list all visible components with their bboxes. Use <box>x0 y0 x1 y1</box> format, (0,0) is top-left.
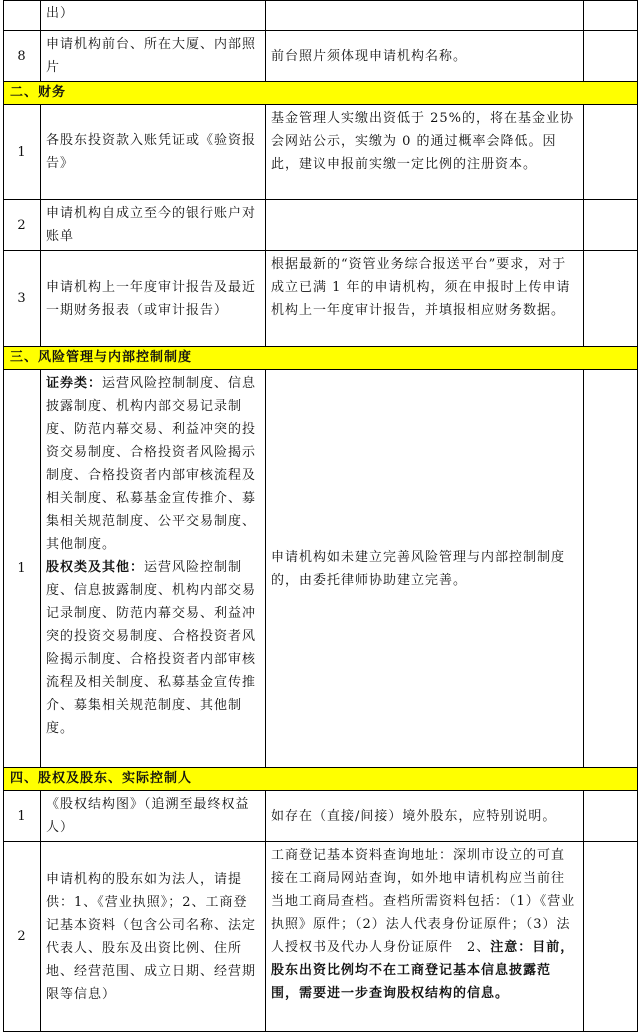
note-cell: 如存在（直接/间接）境外股东，应特别说明。 <box>266 791 584 842</box>
section-title: 三、风险管理与内部控制制度 <box>4 347 638 370</box>
table-row <box>4 842 638 1032</box>
note-warning: 注意：目前，股东出资比例均不在工商登记基本信息披露范围，需要进一步查询股权结构的信息。 <box>271 940 575 1001</box>
materials-table <box>3 0 638 1032</box>
row-number: 2 <box>4 842 41 1032</box>
row-number: 3 <box>4 251 41 347</box>
section-header <box>4 768 638 791</box>
row-number <box>4 1 41 31</box>
remark-cell <box>584 370 638 768</box>
item-cell: 各股东投资款入账凭证或《验资报告》 <box>41 105 266 200</box>
row-number: 8 <box>4 31 41 82</box>
table-row <box>4 31 638 82</box>
remark-cell <box>584 105 638 200</box>
note-cell <box>266 200 584 251</box>
table-row <box>4 200 638 251</box>
remark-cell <box>584 791 638 842</box>
note-text: 工商登记基本资料查询地址：深圳市设立的可直接在工商局网站查询，如外地申请机构应当前往当地工商局查档。查档所需资料包括：（1）《营业执照》原件；（2）法人代表身份证原件；（3）法人授权书及代办人身份证原件 2、 <box>271 848 576 955</box>
note-cell: 基金管理人实缴出资低于 25%的，将在基金业协会网站公示，实缴为 0 的通过概率会降低。因此，建议申报前实缴一定比例的注册资本。 <box>266 105 584 200</box>
section-title: 四、股权及股东、实际控制人 <box>4 768 638 791</box>
remark-cell <box>584 251 638 347</box>
table-row <box>4 251 638 347</box>
item-cell: 申请机构的股东如为法人，请提供：1、《营业执照》；2、工商登记基本资料（包含公司名称、法定代表人、股东及出资比例、住所地、经营范围、成立日期、经营期限等信息） <box>41 842 266 1032</box>
remark-cell <box>584 31 638 82</box>
item-cell: 申请机构自成立至今的银行账户对账单 <box>41 200 266 251</box>
remark-cell <box>584 842 638 1032</box>
note-cell: 申请机构如未建立完善风险管理与内部控制制度的，由委托律师协助建立完善。 <box>266 370 584 768</box>
note-cell <box>266 842 584 1032</box>
section-title: 二、财务 <box>4 82 638 105</box>
note-cell: 根据最新的“资管业务综合报送平台”要求，对于成立已满 1 年的申请机构，须在申报时上传申请机构上一年度审计报告，并填报相应财务数据。 <box>266 251 584 347</box>
securities-label: 证券类： <box>46 376 103 391</box>
remark-cell <box>584 200 638 251</box>
row-number: 2 <box>4 200 41 251</box>
table-row <box>4 105 638 200</box>
remark-cell <box>584 1 638 31</box>
row-number: 1 <box>4 105 41 200</box>
section-header <box>4 347 638 370</box>
note-cell <box>266 1 584 31</box>
equity-label: 股权类及其他： <box>46 560 145 575</box>
section-header <box>4 82 638 105</box>
table-row <box>4 1 638 31</box>
item-cell: 《股权结构图》（追溯至最终权益人） <box>41 791 266 842</box>
row-number: 1 <box>4 791 41 842</box>
equity-text: 运营风险控制制度、信息披露制度、机构内部交易记录制度、防范内幕交易、利益冲突的投资交易制度、合格投资者风险揭示制度、合格投资者内部审核流程及相关制度、私募基金宣传推介、募集相关规范制度、其他制度。 <box>46 560 257 736</box>
item-cell: 申请机构上一年度审计报告及最近一期财务报表（或审计报告） <box>41 251 266 347</box>
table-row <box>4 791 638 842</box>
item-cell: 申请机构前台、所在大厦、内部照片 <box>41 31 266 82</box>
note-cell: 前台照片须体现申请机构名称。 <box>266 31 584 82</box>
table-row <box>4 370 638 768</box>
item-cell: 出） <box>41 1 266 31</box>
item-cell <box>41 370 266 768</box>
row-number: 1 <box>4 370 41 768</box>
securities-text: 运营风险控制制度、信息披露制度、机构内部交易记录制度、防范内幕交易、利益冲突的投资交易制度、合格投资者风险揭示制度、合格投资者内部审核流程及相关制度、私募基金宣传推介、募集相关规范制度、公平交易制度、其他制度。 <box>46 376 257 552</box>
